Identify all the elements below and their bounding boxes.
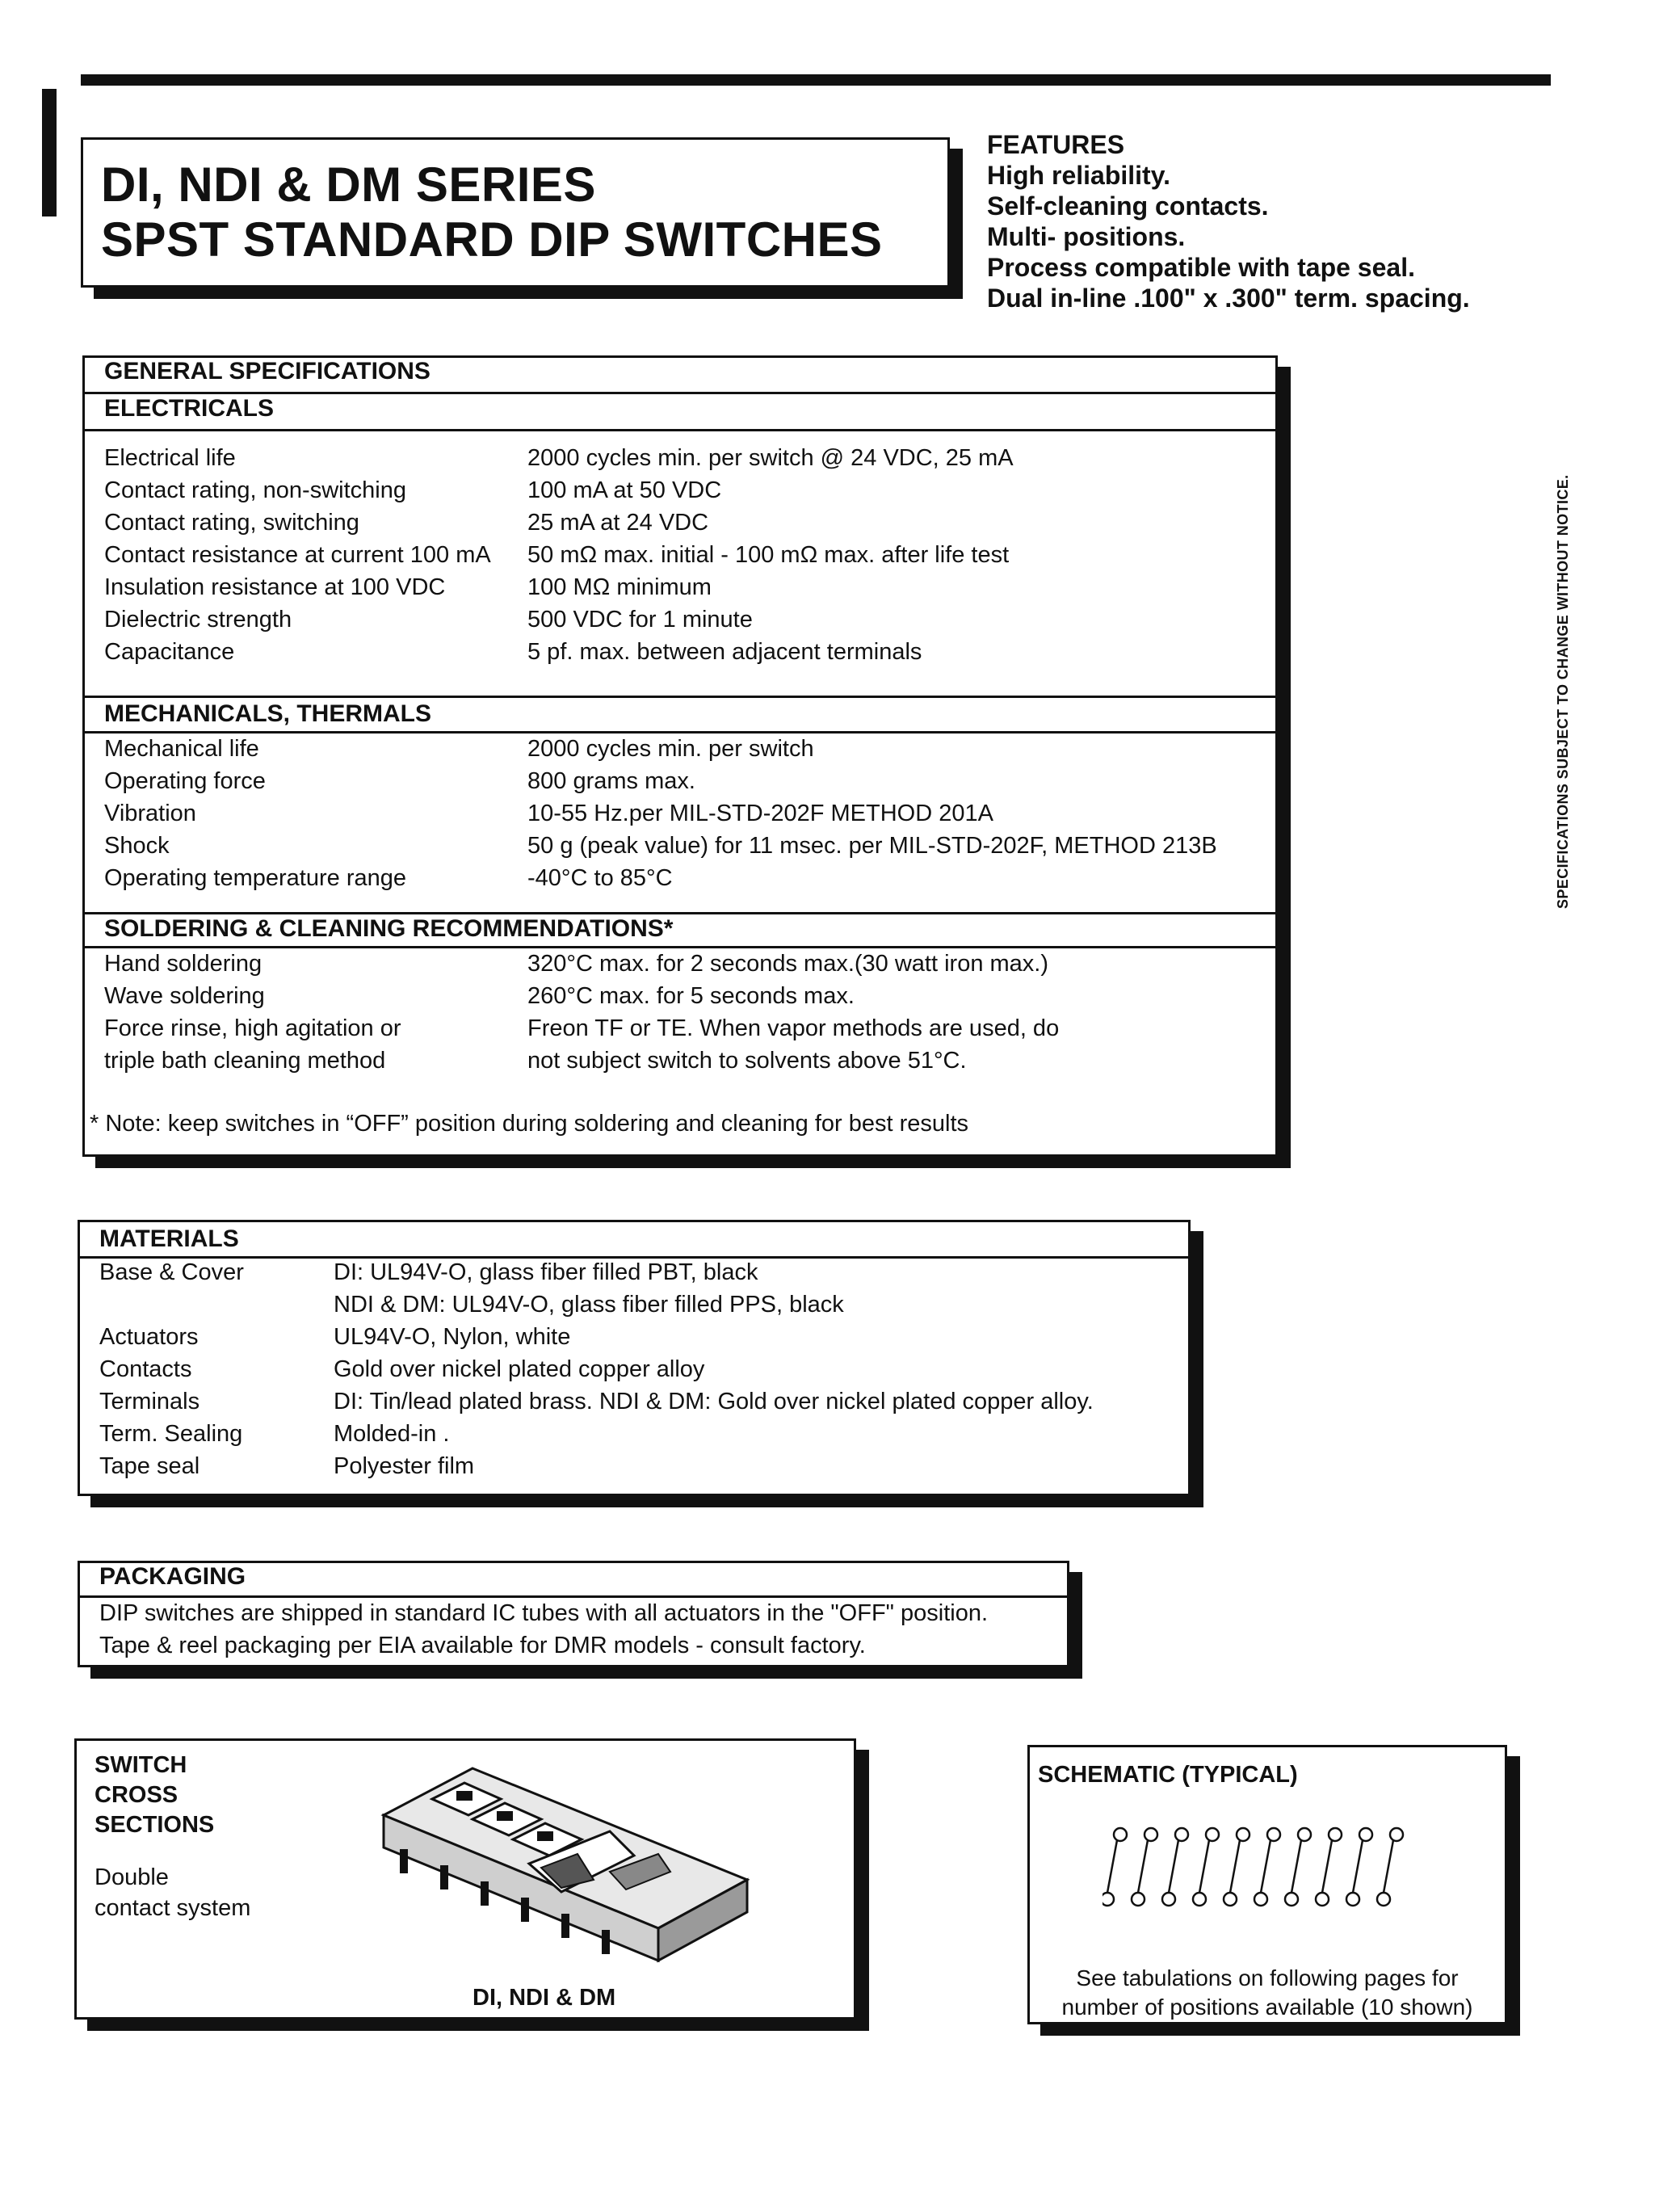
packaging-lines — [99, 1597, 988, 1662]
material-label: Base & Cover — [99, 1259, 244, 1285]
electricals-rows — [104, 442, 1014, 668]
material-label: Contacts — [99, 1356, 192, 1382]
schematic-note-line: See tabulations on following pages for — [1076, 1965, 1459, 1990]
material-value: Gold over nickel plated copper alloy — [334, 1356, 705, 1382]
material-row — [99, 1450, 1094, 1482]
divider — [85, 912, 1275, 914]
spec-label: Operating force — [104, 768, 266, 794]
soldering-rows — [104, 948, 1059, 1077]
divider — [85, 429, 1275, 431]
mechanicals-heading: MECHANICALS, THERMALS — [104, 700, 431, 727]
material-label: Term. Sealing — [99, 1421, 243, 1447]
spec-value: 50 g (peak value) for 11 msec. per MIL-STD-202F, METHOD 213B — [527, 833, 1217, 859]
spec-value: 260°C max. for 5 seconds max. — [527, 983, 855, 1009]
spec-label: Electrical life — [104, 445, 236, 471]
schematic-note-line: number of positions available (10 shown) — [1061, 1995, 1473, 2020]
spec-row — [104, 1012, 1059, 1045]
materials-heading: MATERIALS — [99, 1225, 239, 1252]
material-value: DI: UL94V-O, glass fiber filled PBT, black — [334, 1259, 758, 1285]
spec-value: 10-55 Hz.per MIL-STD-202F METHOD 201A — [527, 801, 993, 826]
material-value: Polyester film — [334, 1453, 475, 1479]
material-label: Actuators — [99, 1324, 199, 1350]
side-note: SPECIFICATIONS SUBJECT TO CHANGE WITHOUT NOTICE. — [1555, 474, 1571, 909]
cross-section-desc-line: contact system — [94, 1895, 251, 1921]
material-value: DI: Tin/lead plated brass. NDI & DM: Gold over nickel plated copper alloy. — [334, 1389, 1094, 1414]
spec-value: 100 mA at 50 VDC — [527, 477, 722, 503]
general-heading: GENERAL SPECIFICATIONS — [104, 358, 430, 385]
material-label: Terminals — [99, 1389, 200, 1414]
spec-value: 500 VDC for 1 minute — [527, 607, 753, 633]
material-label: Tape seal — [99, 1453, 200, 1479]
spec-value: 320°C max. for 2 seconds max.(30 watt iron max.) — [527, 951, 1049, 977]
feature-item: Self-cleaning contacts. — [987, 191, 1269, 221]
material-row — [99, 1256, 1094, 1288]
cross-section-title — [94, 1751, 214, 1840]
material-label — [99, 1288, 334, 1321]
spec-row — [104, 830, 1217, 862]
spec-label: triple bath cleaning method — [104, 1048, 386, 1074]
cross-section-title-line: CROSS — [94, 1782, 178, 1808]
material-row — [99, 1418, 1094, 1450]
spec-row — [104, 571, 1014, 603]
feature-item: Dual in-line .100" x .300" term. spacing. — [987, 284, 1470, 313]
spec-row — [104, 980, 1059, 1012]
spec-value: 2000 cycles min. per switch — [527, 736, 814, 762]
cross-section-title-line: SECTIONS — [94, 1812, 215, 1838]
edge-mark — [42, 89, 57, 216]
spec-row — [104, 603, 1014, 636]
material-value: UL94V-O, Nylon, white — [334, 1324, 571, 1350]
spec-label: Vibration — [104, 801, 196, 826]
features-list — [987, 129, 1601, 313]
spec-label: Capacitance — [104, 639, 235, 665]
spec-row — [104, 474, 1014, 507]
top-rule — [81, 74, 1551, 86]
spec-row — [104, 797, 1217, 830]
spec-value: Freon TF or TE. When vapor methods are used, do — [527, 1015, 1060, 1041]
divider — [85, 696, 1275, 698]
features-heading: FEATURES — [987, 130, 1125, 159]
mechanicals-rows — [104, 733, 1217, 894]
packaging-line: DIP switches are shipped in standard IC tubes with all actuators in the "OFF" position. — [99, 1600, 989, 1626]
spec-label: Contact rating, non-switching — [104, 477, 406, 503]
spec-row — [104, 507, 1014, 539]
schematic-note — [1030, 1964, 1505, 2022]
general-specifications-box — [82, 355, 1278, 1157]
spec-row — [104, 442, 1014, 474]
spec-value: 25 mA at 24 VDC — [527, 510, 709, 536]
spec-value: not subject switch to solvents above 51°C. — [527, 1048, 967, 1074]
spec-label: Force rinse, high agitation or — [104, 1015, 401, 1041]
feature-item: High reliability. — [987, 161, 1170, 190]
cross-section-title-line: SWITCH — [94, 1752, 187, 1778]
cross-section-desc-line: Double — [94, 1864, 169, 1890]
spec-value: 5 pf. max. between adjacent terminals — [527, 639, 922, 665]
switch-schematic-diagram — [1102, 1820, 1442, 1917]
cross-section-caption: DI, NDI & DM — [472, 1985, 616, 2011]
spec-value: 800 grams max. — [527, 768, 695, 794]
spec-label: Insulation resistance at 100 VDC — [104, 574, 446, 600]
spec-label: Contact rating, switching — [104, 510, 359, 536]
spec-row — [104, 862, 1217, 894]
spec-row — [104, 948, 1059, 980]
spec-label: Contact resistance at current 100 mA — [104, 542, 491, 568]
packaging-box — [78, 1561, 1069, 1667]
spec-label: Mechanical life — [104, 736, 259, 762]
soldering-note: * Note: keep switches in “OFF” position during soldering and cleaning for best results — [90, 1111, 969, 1137]
feature-item: Process compatible with tape seal. — [987, 253, 1415, 282]
material-row — [99, 1353, 1094, 1385]
feature-item: Multi- positions. — [987, 222, 1186, 251]
material-value: NDI & DM: UL94V-O, glass fiber filled PPS, black — [334, 1292, 844, 1318]
packaging-heading: PACKAGING — [99, 1563, 246, 1590]
schematic-box — [1027, 1745, 1507, 2024]
spec-value: 100 MΩ minimum — [527, 574, 712, 600]
title-box — [81, 137, 950, 288]
spec-value: -40°C to 85°C — [527, 865, 673, 891]
cross-section-box — [74, 1738, 856, 2020]
material-row — [99, 1385, 1094, 1418]
spec-label: Wave soldering — [104, 983, 265, 1009]
spec-row — [104, 733, 1217, 765]
material-value: Molded-in . — [334, 1421, 450, 1447]
spec-value: 50 mΩ max. initial - 100 mΩ max. after life test — [527, 542, 1010, 568]
spec-row — [104, 636, 1014, 668]
materials-rows — [99, 1256, 1094, 1482]
spec-value: 2000 cycles min. per switch @ 24 VDC, 25 mA — [527, 445, 1014, 471]
spec-row — [104, 1045, 1059, 1077]
spec-row — [104, 765, 1217, 797]
title-line-1: DI, NDI & DM SERIES — [101, 158, 596, 212]
dip-switch-cross-section-illustration — [368, 1759, 755, 1977]
soldering-heading: SOLDERING & CLEANING RECOMMENDATIONS* — [104, 915, 674, 942]
material-row — [99, 1321, 1094, 1353]
spec-label: Shock — [104, 833, 170, 859]
divider — [85, 392, 1275, 394]
cross-section-description — [94, 1862, 250, 1923]
spec-label: Dielectric strength — [104, 607, 292, 633]
materials-box — [78, 1220, 1191, 1496]
schematic-title: SCHEMATIC (TYPICAL) — [1038, 1762, 1298, 1788]
electricals-heading: ELECTRICALS — [104, 395, 274, 422]
spec-label: Operating temperature range — [104, 865, 406, 891]
spec-row — [104, 539, 1014, 571]
spec-label: Hand soldering — [104, 951, 262, 977]
title-line-2: SPST STANDARD DIP SWITCHES — [101, 212, 883, 267]
packaging-line: Tape & reel packaging per EIA available for DMR models - consult factory. — [99, 1633, 866, 1658]
material-row — [99, 1288, 1094, 1321]
